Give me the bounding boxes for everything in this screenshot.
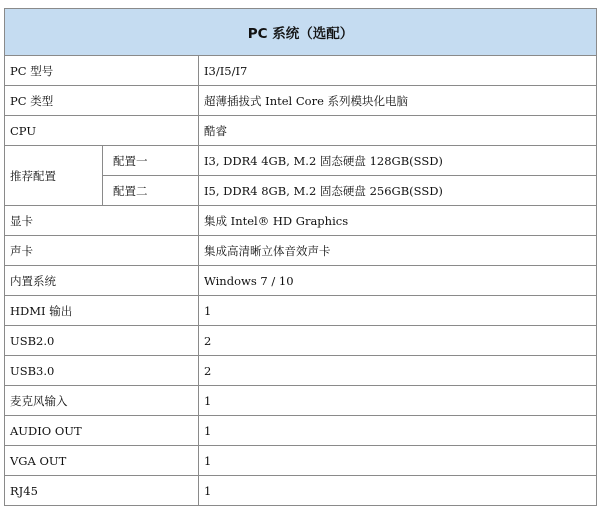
- row-label: 内置系统: [5, 266, 199, 296]
- spec-table: [4, 8, 597, 506]
- table-row: [5, 446, 597, 476]
- table-row: [5, 146, 597, 176]
- row-label: USB3.0: [5, 356, 199, 386]
- row-value: 集成高清晰立体音效声卡: [199, 236, 597, 266]
- row-value: 2: [199, 356, 597, 386]
- table-row: [5, 116, 597, 146]
- row-label: PC 类型: [5, 86, 199, 116]
- table-title: PC 系统（选配）: [5, 9, 597, 56]
- row-label: VGA OUT: [5, 446, 199, 476]
- row-value: 1: [199, 386, 597, 416]
- row-label: USB2.0: [5, 326, 199, 356]
- table-row: [5, 296, 597, 326]
- row-label: RJ45: [5, 476, 199, 506]
- row-value: 超薄插拔式 Intel Core 系列模块化电脑: [199, 86, 597, 116]
- row-value: 1: [199, 416, 597, 446]
- table-row: [5, 386, 597, 416]
- row-value: 1: [199, 476, 597, 506]
- table-row: [5, 86, 597, 116]
- row-value: 集成 Intel® HD Graphics: [199, 206, 597, 236]
- recommended-label: 推荐配置: [5, 146, 103, 206]
- row-value: 1: [199, 446, 597, 476]
- row-label: PC 型号: [5, 56, 199, 86]
- row-value: 酷睿: [199, 116, 597, 146]
- row-label: AUDIO OUT: [5, 416, 199, 446]
- title-row: [5, 9, 597, 56]
- row-value: 1: [199, 296, 597, 326]
- row-value: 2: [199, 326, 597, 356]
- config-value: I5, DDR4 8GB, M.2 固态硬盘 256GB(SSD): [199, 176, 597, 206]
- row-label: CPU: [5, 116, 199, 146]
- table-row: [5, 206, 597, 236]
- config-value: I3, DDR4 4GB, M.2 固态硬盘 128GB(SSD): [199, 146, 597, 176]
- table-row: [5, 266, 597, 296]
- row-label: HDMI 输出: [5, 296, 199, 326]
- row-label: 声卡: [5, 236, 199, 266]
- config-name: 配置二: [103, 176, 199, 206]
- table-row: [5, 326, 597, 356]
- table-row: [5, 416, 597, 446]
- row-label: 显卡: [5, 206, 199, 236]
- spec-sheet: [4, 8, 596, 508]
- row-value: I3/I5/I7: [199, 56, 597, 86]
- table-row: [5, 356, 597, 386]
- table-row: [5, 476, 597, 506]
- table-row: [5, 236, 597, 266]
- row-label: 麦克风输入: [5, 386, 199, 416]
- config-name: 配置一: [103, 146, 199, 176]
- row-value: Windows 7 / 10: [199, 266, 597, 296]
- table-row: [5, 56, 597, 86]
